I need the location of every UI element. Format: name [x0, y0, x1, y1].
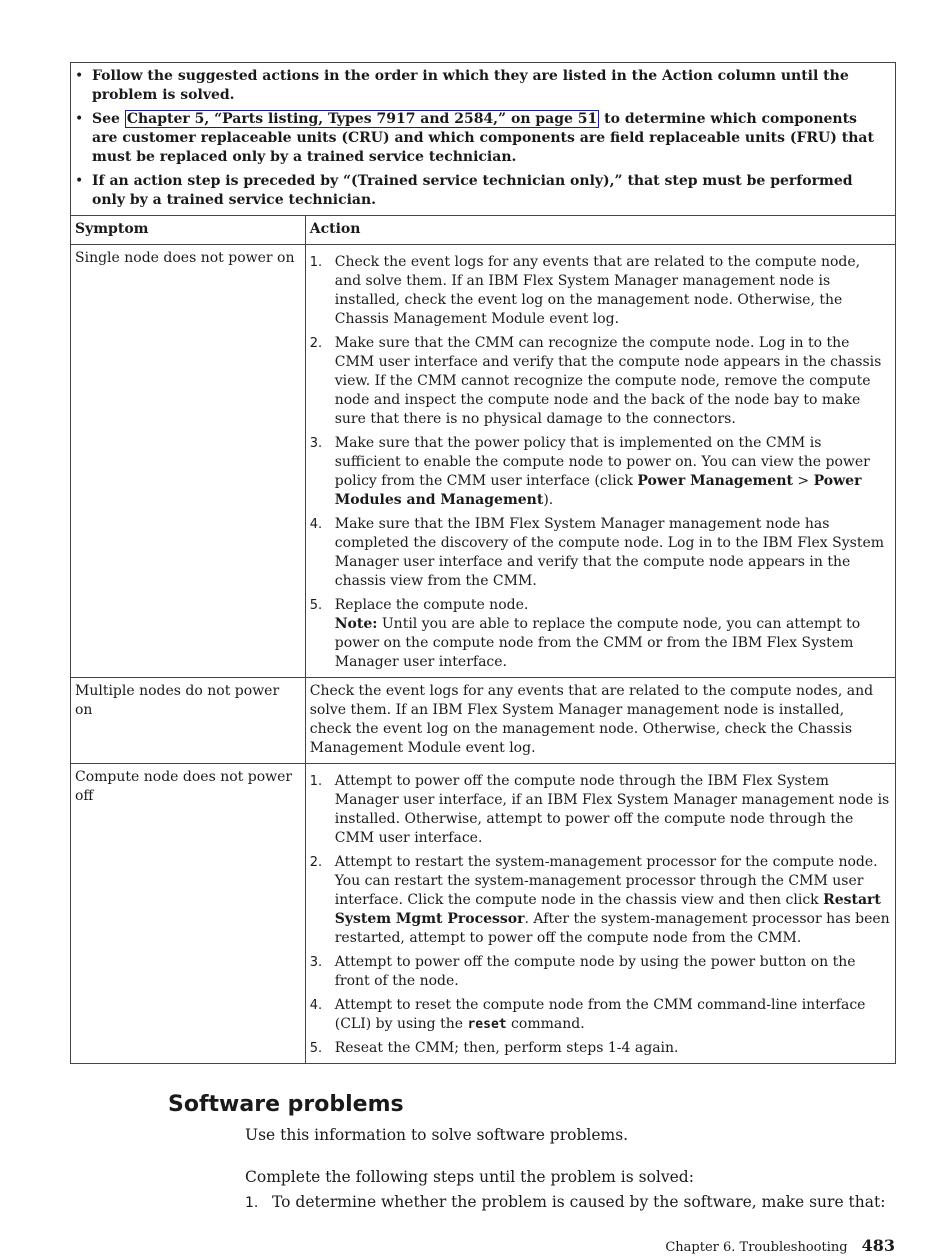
action-step: [310, 515, 890, 591]
table-row: [71, 764, 896, 1064]
step-number: 1.: [245, 1195, 259, 1211]
step-text: Replace the compute node.: [334, 597, 529, 613]
step-number: 1.: [309, 255, 323, 270]
action-step: [310, 996, 890, 1034]
note-label: Note:: [334, 616, 378, 632]
note-text: Follow the suggested actions in the order in which they are listed in the Action column until the problem is solved.: [92, 68, 849, 103]
table-row: [71, 245, 896, 678]
note-item: [75, 67, 877, 105]
action-steps: [310, 772, 890, 1058]
action-cell: [305, 764, 895, 1064]
footer-chapter: Chapter 6. Troubleshooting: [665, 1240, 848, 1255]
symptom-header: Symptom: [71, 216, 306, 245]
step-text: >: [792, 473, 814, 489]
note-item: [75, 110, 877, 167]
step-text: Make sure that the IBM Flex System Manager management node has completed the discovery of the compute node. Log in to the IBM Flex System Manager user interface and verify that the compute node appears in the chassis view from the CMM.: [334, 516, 885, 589]
step-text: Make sure that the power policy that is implemented on the CMM is sufficient to enable the compute node to power on. You can view the power policy from the CMM user interface (click: [334, 435, 870, 489]
ui-path-restart-processor: Restart System Mgmt Processor: [334, 892, 881, 927]
parts-listing-link[interactable]: Chapter 5, “Parts listing, Types 7917 and 2584,” on page 51: [126, 111, 598, 127]
step-text: Reseat the CMM; then, perform steps 1-4 again.: [334, 1040, 679, 1056]
page-number: 483: [861, 1236, 895, 1255]
step-text: Make sure that the CMM can recognize the compute node. Log in to the CMM user interface and verify that the compute node appears in the chassis view. If the CMM cannot recognize the compute node, remove the compute node and inspect the compute node and the back of the node bay to make sure that there is no physical damage to the connectors.: [334, 335, 882, 427]
notes-list: [75, 67, 877, 210]
step-number: 5.: [309, 598, 323, 613]
action-cell: Check the event logs for any events that are related to the compute nodes, and solve them. If an IBM Flex System Manager management node is installed, check the event log on the management node. Otherwise, check the Chassis Management Module event log.: [305, 678, 895, 764]
symptom-cell: Compute node does not power off: [71, 764, 306, 1064]
ui-path-power-modules: Power Modules and Management: [334, 473, 862, 508]
page-footer: [665, 1236, 895, 1255]
note-text: See: [92, 111, 125, 127]
step-text: Attempt to restart the system-management processor for the compute node. You can restart the system-management processor through the CMM user interface. Click the compute node in the chassis view and then click: [334, 854, 878, 908]
step-number: 5.: [309, 1041, 323, 1056]
step-number: 2.: [309, 855, 323, 870]
symptom-cell: Single node does not power on: [71, 245, 306, 678]
step-number: 3.: [309, 955, 323, 970]
action-step: [310, 1039, 890, 1058]
step-number: 2.: [309, 336, 323, 351]
step-number: 3.: [309, 436, 323, 451]
action-header: Action: [305, 216, 895, 245]
action-steps: [310, 253, 890, 672]
section-lead: Complete the following steps until the problem is solved:: [245, 1168, 694, 1186]
step-text: Attempt to power off the compute node through the IBM Flex System Manager user interface, if an IBM Flex System Manager management node is installed. Otherwise, attempt to power off the compute node through the CMM user interface.: [334, 773, 890, 846]
action-step: [310, 953, 890, 991]
step-text: To determine whether the problem is caused by the software, make sure that:: [272, 1193, 886, 1211]
section-step: [245, 1193, 885, 1211]
step-number: 4.: [309, 998, 323, 1013]
ui-path-power-management: Power Management: [637, 473, 793, 489]
action-step: [310, 853, 890, 948]
note-text: to determine which components are customer replaceable units (CRU) and which components are field replaceable units (FRU) that must be replaced only by a trained service technician.: [92, 111, 874, 165]
action-cell: [305, 245, 895, 678]
note-text: Until you are able to replace the compute node, you can attempt to power on the compute node from the CMM or from the IBM Flex System Manager user interface.: [334, 616, 861, 670]
action-step: [310, 596, 890, 672]
symptom-cell: Multiple nodes do not power on: [71, 678, 306, 764]
reset-command: reset: [467, 1017, 507, 1032]
step-text: Attempt to reset the compute node from the CMM command-line interface (CLI) by using the: [334, 997, 866, 1032]
table-row: [71, 678, 896, 764]
action-step: [310, 772, 890, 848]
section-title: Software problems: [168, 1092, 404, 1117]
troubleshooting-table: [70, 62, 896, 1064]
note-text: If an action step is preceded by “(Trained service technician only),” that step must be performed only by a trained service technician.: [92, 173, 853, 208]
note-item: [75, 172, 877, 210]
action-step: [310, 434, 890, 510]
step-text: command.: [506, 1016, 585, 1032]
action-step: [310, 334, 890, 429]
section-intro: Use this information to solve software problems.: [245, 1126, 629, 1144]
notes-row: [71, 63, 896, 216]
step-text: Check the event logs for any events that are related to the compute node, and solve them. If an IBM Flex System Manager management node is installed, check the event log on the management node. Otherwise, the Chassis Management Module event log.: [334, 254, 861, 327]
step-text: . After the system-management processor has been restarted, attempt to power off the compute node from the CMM.: [334, 911, 890, 946]
step-text: Attempt to power off the compute node by using the power button on the front of the node.: [334, 954, 856, 989]
step-text: ).: [543, 492, 554, 508]
action-step: [310, 253, 890, 329]
header-row: [71, 216, 896, 245]
notes-cell: [71, 63, 896, 216]
step-number: 4.: [309, 517, 323, 532]
step-number: 1.: [309, 774, 323, 789]
